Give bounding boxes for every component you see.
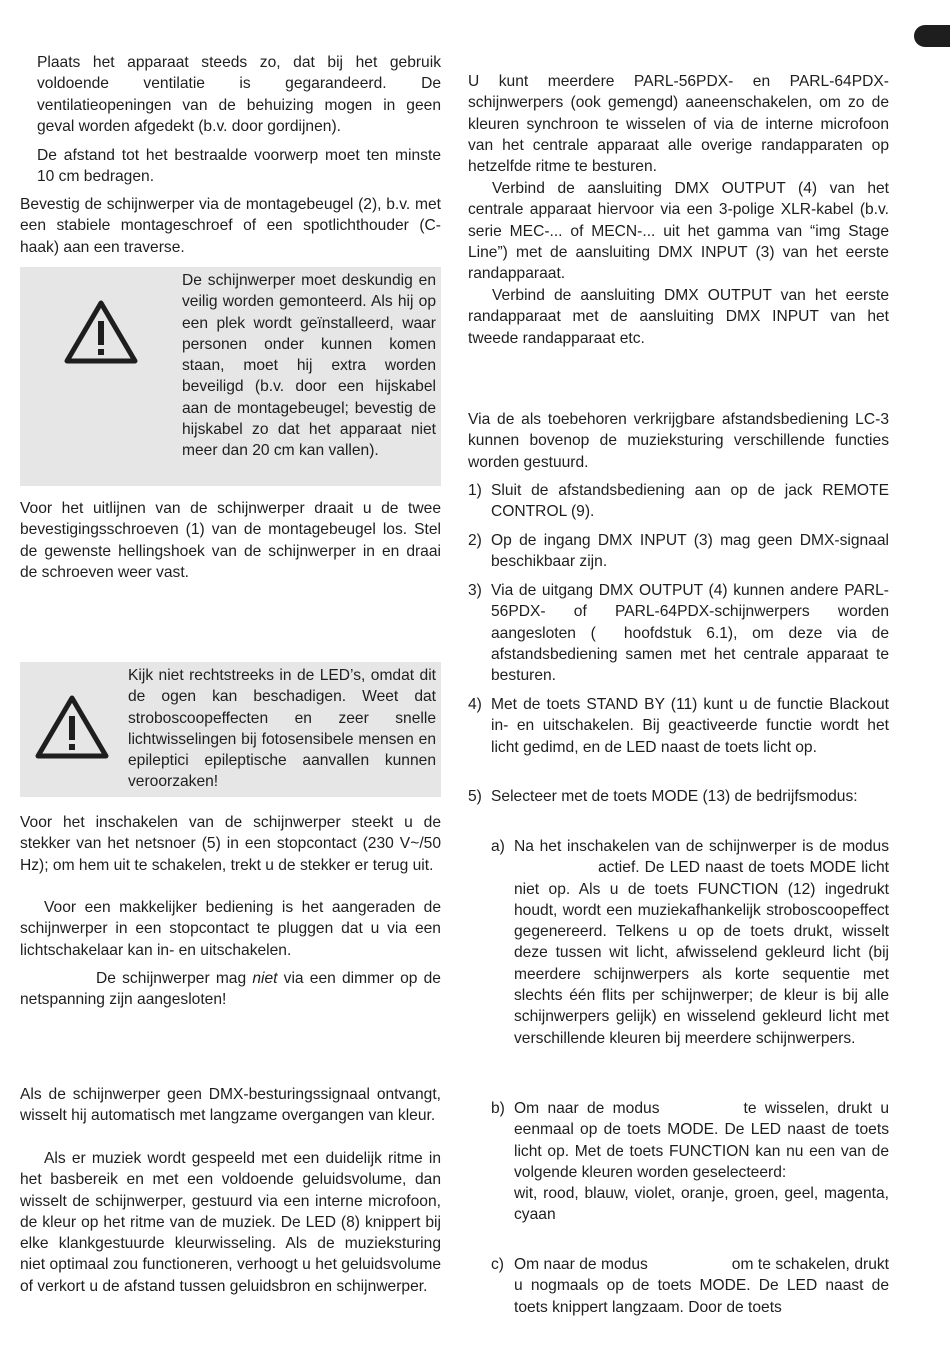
list-text: Sluit de afstandsbediening aan op de jack REMOTE CONTROL (9). xyxy=(491,482,889,521)
warning-box-mounting xyxy=(20,267,441,486)
list-item xyxy=(468,580,889,686)
sub-list-text: Na het inschakelen van de schijnwerper is de modusactief. De LED naast de toets MODE licht niet op. Als u de toets FUNCTION (12) ingedrukt houdt, wordt een muziekafhankelijk stroboscoopeffect gegenereerd. Telkens u op de toets drukt, wisselt deze tussen wit licht, afwisselend gekleurd licht (bij meerdere schijnwerpers als korte sequentie met slechts één flits per schijnwerper; de kleur is bij alle schijnwerpers gelijk) en wisselend gekleurd licht met verschillende kleuren bij meerdere schijnwerpers. xyxy=(514,838,889,1047)
warning-box-led xyxy=(20,662,441,797)
list-item xyxy=(468,694,889,758)
color-list: wit, rood, blauw, violet, oranje, groen, geel, magenta, cyaan xyxy=(514,1185,889,1224)
sub-list-item xyxy=(491,1254,889,1318)
list-number: 2) xyxy=(468,532,482,549)
paragraph-dimmer-note: De schijnwerper mag niet via een dimmer op de netspanning zijn aangesloten! xyxy=(20,970,441,1009)
warning-triangle-icon xyxy=(35,694,109,760)
list-text: Selecteer met de toets MODE (13) de bedrijfsmodus: xyxy=(491,788,858,805)
paragraph-ventilation: Plaats het apparaat steeds zo, dat bij het gebruik voldoende ventilatie is gegarandeerd. De ventilatieopeningen van de behuizing mogen in geen geval worden afgedekt (b.v. door gordijnen). xyxy=(37,54,441,135)
warning-triangle-icon xyxy=(64,299,138,365)
list-text: Met de toets STAND BY (11) kunt u de functie Blackout in- en uitschakelen. Bij geactiveerde functie wordt het licht gedimd, en de LED naast de toets licht op. xyxy=(491,696,889,756)
list-number: 5) xyxy=(468,788,482,805)
sub-list-letter: b) xyxy=(491,1100,505,1117)
paragraph-switch-on: Voor het inschakelen van de schijnwerper steekt u de stekker van het netsnoer (5) in een stopcontact (230 V~/50 Hz); om hem uit te schakelen, trekt u de stekker er terug uit. xyxy=(20,814,441,874)
language-tab-marker xyxy=(914,25,950,47)
paragraph-linking: U kunt meerdere PARL-56PDX- en PARL-64PDX-schijnwerpers (ook gemengd) aaneenschakelen, om zo de kleuren synchroon te wisselen of via de interne microfoon van het centrale apparaat alle overige randapparaten op hetzelfde ritme te besturen. xyxy=(468,73,889,176)
paragraph-dmx-chain: Verbind de aansluiting DMX OUTPUT van het eerste randapparaat met de aansluiting DMX INPUT van het tweede randapparaat etc. xyxy=(468,287,889,347)
list-number: 4) xyxy=(468,696,482,713)
list-text: Op de ingang DMX INPUT (3) mag geen DMX-signaal beschikbaar zijn. xyxy=(491,532,889,571)
paragraph-music-control: Als er muziek wordt gespeeld met een duidelijk ritme in het basbereik en met een voldoende geluidsvolume, dan wisselt de schijnwerper, gestuurd via een interne microfoon, de kleur op het ritme van de muziek. De LED (8) knippert bij elke klankgestuurde kleurwisseling. Als de muzieksturing niet optimaal zou functioneren, verhoogt u het geluidsvolume of verkort u de afstand tussen geluidsbron en schijnwerper. xyxy=(20,1150,441,1295)
paragraph-auto-mode: Als de schijnwerper geen DMX-besturingssignaal ontvangt, wisselt hij automatisch met langzame overgangen van kleur. xyxy=(20,1086,441,1125)
paragraph-light-switch: Voor een makkelijker bediening is het aangeraden de schijnwerper in een stopcontact te pluggen dat u via een lichtschakelaar kan in- en uitschakelen. xyxy=(20,899,441,959)
paragraph-alignment: Voor het uitlijnen van de schijnwerper draait u de twee bevestigingsschroeven (1) van de montagebeugel los. Stel de gewenste hellingshoek van de schijnwerper in en draai de schroeven weer vast. xyxy=(20,500,441,581)
sub-list-text: Om naar de modus om te schakelen, drukt u nogmaals op de toets MODE. De LED naast de toets knippert langzaam. Door de toets xyxy=(514,1256,889,1316)
list-item xyxy=(468,530,889,573)
sub-list-item xyxy=(491,1098,889,1226)
warning-text-led: Kijk niet rechtstreeks in de LED’s, omdat dit de ogen kan beschadigen. Weet dat stroboscoopeffecten en zeer snelle lichtwisselingen bij fotosensibele mensen en epileptici epileptische aanvallen kunnen veroorzaken! xyxy=(128,667,436,791)
paragraph-remote-intro: Via de als toebehoren verkrijgbare afstandsbediening LC-3 kunnen bovenop de muzieksturing verschillende functies worden gestuurd. xyxy=(468,411,889,471)
list-item xyxy=(468,480,889,523)
sub-list-text: Om naar de modus te wisselen, drukt u eenmaal op de toets MODE. De LED naast de toets licht op. Met de toets FUNCTION kan nu een van de volgende kleuren worden geselecteerd: xyxy=(514,1100,889,1181)
paragraph-mounting: Bevestig de schijnwerper via de montagebeugel (2), b.v. met een stabiele montageschroef of een spotlichthouder (C-haak) aan een traverse. xyxy=(20,196,441,256)
sub-list-letter: a) xyxy=(491,838,505,855)
list-number: 1) xyxy=(468,482,482,499)
warning-text-mounting: De schijnwerper moet deskundig en veilig worden gemonteerd. Als hij op een plek wordt geïnstalleerd, waar personen onder kunnen komen staan, moet hij extra worden beveiligd (b.v. door een hijskabel aan de montagebeugel; bevestig de hijskabel zo dat het apparaat niet meer dan 20 cm kan vallen). xyxy=(182,272,436,460)
list-item xyxy=(468,786,889,807)
paragraph-dmx-output: Verbind de aansluiting DMX OUTPUT (4) van het centrale apparaat hiervoor via een 3-polige XLR-kabel (b.v. serie MEC-... of MECN-... uit het gamma van “img Stage Line”) met de aansluiting DMX INPUT (3) van het eerste randapparaat. xyxy=(468,180,889,283)
paragraph-distance: De afstand tot het bestraalde voorwerp moet ten minste 10 cm bedragen. xyxy=(37,147,441,186)
list-number: 3) xyxy=(468,582,482,599)
sub-list-item xyxy=(491,836,889,1049)
sub-list-letter: c) xyxy=(491,1256,504,1273)
list-text: Via de uitgang DMX OUTPUT (4) kunnen andere PARL-56PDX- of PARL-64PDX-schijnwerpers worden aangesloten ( hoofdstuk 6.1), om deze via de afstandsbediening samen met het centrale apparaat te besturen. xyxy=(491,582,889,685)
